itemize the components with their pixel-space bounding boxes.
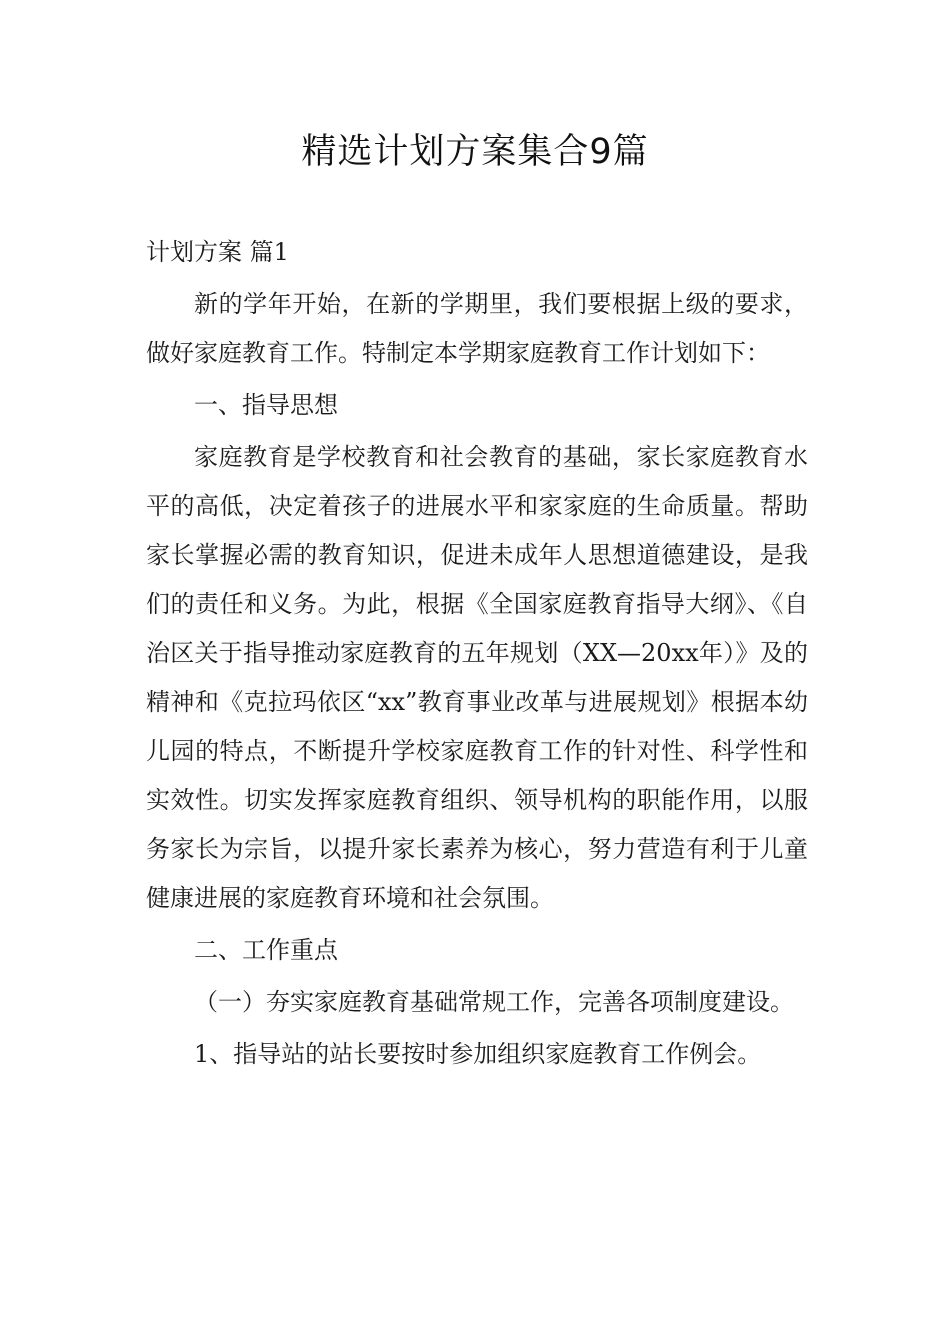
document-title: 精选计划方案集合9篇 [301,132,649,172]
guiding-thought-paragraph: 家庭教育是学校教育和社会教育的基础，家长家庭教育水平的高低，决定着孩子的进展水平和家家庭的生命质量。帮助家长掌握必需的教育知识，促进未成年人思想道德建设，是我们的责任和义务。为此，根据《全国家庭教育指导大纲》、《自治区关于指导推动家庭教育的五年规划（XX—20xx年）》及的精神和《克拉玛依区“xx”教育事业改革与进展规划》根据本幼儿园的特点，不断提升学校家庭教育工作的针对性、科学性和实效性。切实发挥家庭教育组织、领导机构的职能作用，以服务家长为宗旨，以提升家长素养为核心，努力营造有利于儿童健康进展的家庭教育环境和社会氛围。 [146,443,808,912]
heading-work-focus: 二、工作重点 [194,936,338,964]
intro-paragraph: 新的学年开始，在新的学期里，我们要根据上级的要求，做好家庭教育工作。特制定本学期家庭教育工作计划如下： [146,290,808,367]
subheading-foundation-work: （一）夯实家庭教育基础常规工作，完善各项制度建设。 [194,988,794,1016]
list-item-1: 1、指导站的站长要按时参加组织家庭教育工作例会。 [194,1040,762,1068]
section-label: 计划方案 篇1 [146,238,289,266]
document-body [146,228,808,1079]
heading-guiding-thought: 一、指导思想 [194,391,338,419]
